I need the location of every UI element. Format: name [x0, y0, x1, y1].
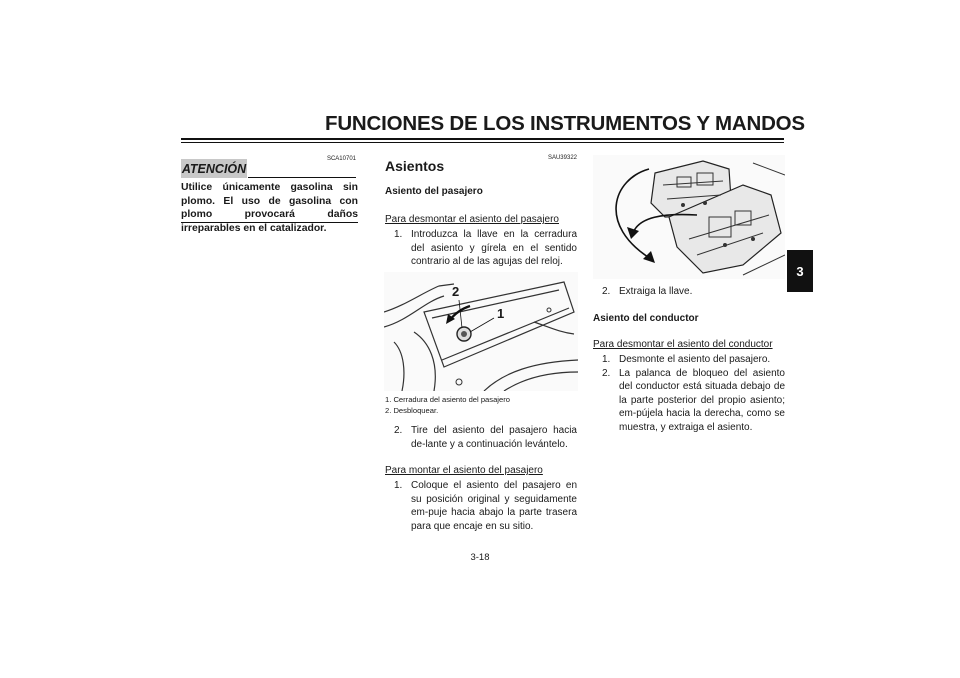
list-item	[602, 285, 785, 299]
list-item	[394, 228, 577, 269]
caution-rule	[248, 177, 356, 178]
subheading-passenger-seat: Asiento del pasajero	[385, 186, 483, 197]
section-heading: Asientos	[385, 158, 445, 174]
remove-passenger-steps-continued	[394, 424, 577, 451]
section-code: SAU39322	[547, 155, 577, 161]
page-header-title: FUNCIONES DE LOS INSTRUMENTOS Y MANDOS	[325, 112, 805, 135]
list-item	[394, 479, 577, 533]
list-item	[602, 353, 785, 367]
remove-passenger-title: Para desmontar el asiento del pasajero	[385, 214, 559, 225]
figure-callout-2: 2	[452, 284, 460, 299]
header-rule-thin	[181, 142, 784, 143]
step-text: Desmonte el asiento del pasajero.	[619, 354, 771, 365]
caution-bottom-rule	[181, 222, 358, 223]
caution-text: Utilice únicamente gasolina sin plomo. El uso de gasolina con plomo provocará daños irreparables en el catalizador.	[181, 182, 358, 235]
install-passenger-title: Para montar el asiento del pasajero	[385, 465, 543, 476]
list-item	[602, 367, 785, 435]
step-number: 2.	[602, 367, 611, 379]
subheading-rider-seat: Asiento del conductor	[593, 313, 699, 324]
figure-callout-1: 1	[497, 306, 505, 321]
step-text: Extraiga la llave.	[619, 286, 693, 297]
remove-key-step	[602, 285, 785, 299]
step-text: Coloque el asiento del pasajero en su posición original y seguidamente em-puje hacia abajo la parte trasera para que encaje en su sitio.	[411, 480, 577, 532]
caution-code: SCA10701	[326, 156, 356, 162]
step-number: 2.	[394, 425, 403, 436]
chapter-tab: 3	[787, 250, 813, 292]
figure-caption-1: 1. Cerradura del asiento del pasajero	[385, 395, 510, 404]
step-text: Tire del asiento del pasajero hacia de-lante y a continuación levántelo.	[411, 425, 577, 450]
remove-passenger-steps	[394, 228, 577, 269]
passenger-seat-lock-figure	[384, 272, 578, 391]
figure-caption-2: 2. Desbloquear.	[385, 406, 439, 415]
page-number: 3-18	[470, 552, 490, 563]
step-text: Introduzca la llave en la cerradura del asiento y gírela en el sentido contrario al de las agujas del reloj.	[411, 229, 577, 268]
step-number: 1.	[394, 229, 403, 240]
step-text: La palanca de bloqueo del asiento del conductor está situada debajo de la parte posterior del propio asiento; em-pújela hacia la derecha, como se muestra, y extraiga el asiento.	[619, 367, 785, 433]
remove-rider-steps	[602, 353, 785, 435]
remove-rider-title: Para desmontar el asiento del conductor	[593, 339, 773, 350]
step-number: 1.	[394, 480, 403, 491]
seat-removal-figure	[593, 155, 785, 279]
caution-label: ATENCIÓN	[181, 159, 247, 178]
step-number: 1.	[602, 354, 611, 365]
step-number: 2.	[602, 286, 611, 297]
header-rule	[181, 138, 784, 140]
install-passenger-steps	[394, 479, 577, 533]
list-item	[394, 424, 577, 451]
